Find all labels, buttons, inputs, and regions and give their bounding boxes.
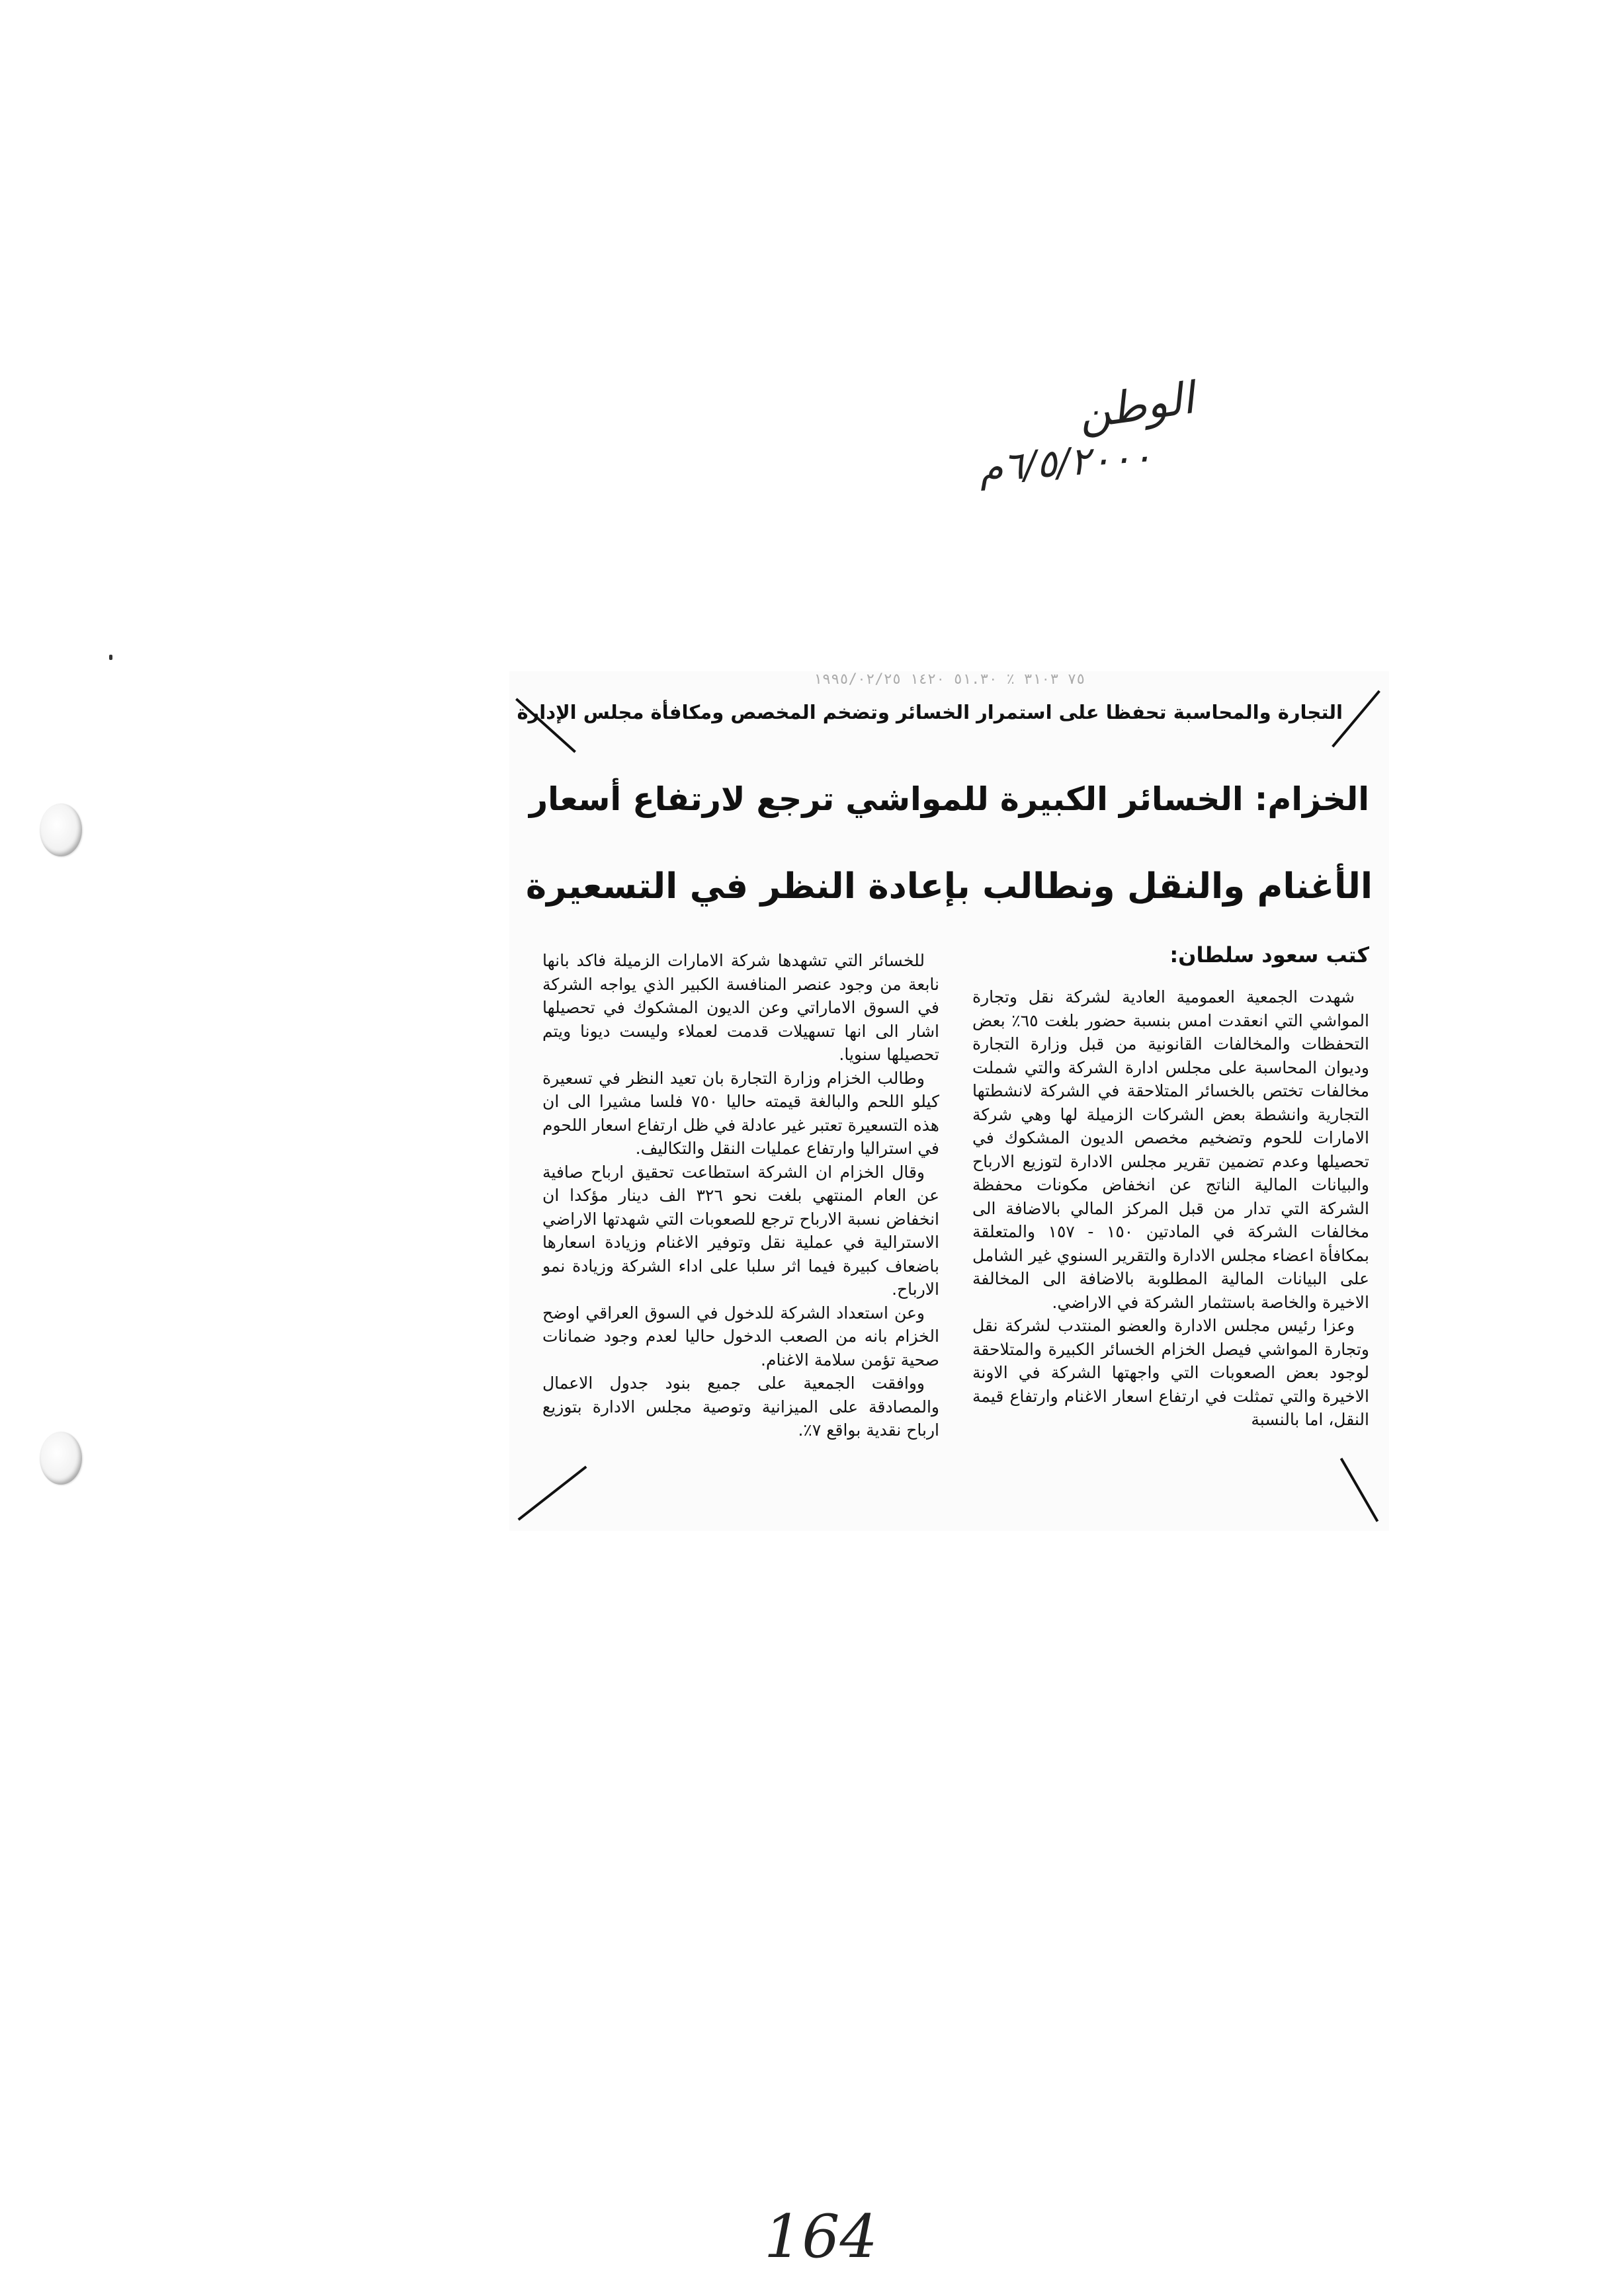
- article-headline-line-2: الأغنام والنقل ونطالب بإعادة النظر في التسعيرة: [525, 866, 1373, 907]
- newspaper-clipping: [509, 671, 1389, 1531]
- paragraph: وعزا رئيس مجلس الادارة والعضو المنتدب لشركة نقل وتجارة المواشي فيصل الخزام الخسائر الكبيرة والمتلاحقة لوجود بعض الصعوبات التي واجهتها الشركة في الاونة الاخيرة والتي تمثلت في ارتفاع اسعار الاغنام وارتفاع قيمة النقل، اما بالنسبة: [972, 1316, 1369, 1429]
- handwritten-page-number: 164: [764, 2202, 878, 2272]
- article-column-left: [542, 949, 939, 1442]
- corner-mark-bottom-left: [518, 1465, 587, 1520]
- paragraph: للخسائر التي تشهدها شركة الامارات الزميلة فاكد بانها نابعة من وجود عنصر المنافسة الكبير الذي يواجه الشركة في السوق الاماراتي وعن الديون المشكوك في تحصيلها اشار الى انها تسهيلات قدمت لعملاء وليست ديونا ويتم تحصيلها سنويا.: [542, 951, 939, 1064]
- corner-mark-bottom-right: [1340, 1457, 1379, 1522]
- handwritten-source: الوطن: [1075, 372, 1197, 439]
- article-headline-line-1: الخزام: الخسائر الكبيرة للمواشي ترجع لارتفاع أسعار: [529, 780, 1370, 818]
- article-kicker: التجارة والمحاسبة تحفظا على استمرار الخسائر وتضخم المخصص ومكافأة مجلس الإدارة: [517, 701, 1343, 723]
- paragraph: وقال الخزام ان الشركة استطاعت تحقيق ارباح صافية عن العام المنتهي بلغت نحو ٣٢٦ الف دينار مؤكدا ان انخفاض نسبة الارباح ترجع للصعوبات التي شهدتها الاراضي الاسترالية في عملية نقل وتوفير الاغنام وزيادة اسعارها باضعاف كبيرة فيما اثر سلبا على اداء الشركة وزيادة نمو الارباح.: [542, 1162, 939, 1299]
- punch-hole-bottom: [40, 1432, 82, 1485]
- article-column-right: [972, 985, 1369, 1432]
- paragraph: شهدت الجمعية العمومية العادية لشركة نقل وتجارة المواشي التي انعقدت امس بنسبة حضور بلغت ٦٥٪ بعض التحفظات والمخالفات القانونية من قبل وزارة التجارة وديوان المحاسبة على مجلس ادارة الشركة والتي شملت مخالفات تختص بالخسائر المتلاحقة في الشركة لانشطتها التجارية وانشطة بعض الشركات الزميلة لها وهي شركة الامارات للحوم وتضخيم مخصص الديون المشكوك في تحصيلها وعدم تضمين تقرير مجلس الادارة لتوزيع الارباح والبيانات المالية الناتج عن انخفاض مكونات محفظة الشركة التي تدار من قبل المركز المالي بالاضافة الى مخالفات الشركة في المادتين ١٥٠ - ١٥٧ والمتعلقة بمكافأة اعضاء مجلس الادارة والتقرير السنوي غير الشامل على البيانات المالية المطلوبة بالاضافة الى المخالفة الاخيرة والخاصة باستثمار الشركة في الاراضي.: [972, 987, 1369, 1312]
- paragraph: ووافقت الجمعية على جميع بنود جدول الاعمال والمصادقة على الميزانية وتوصية مجلس الادارة بتوزيع ارباح نقدية بواقع ٧٪.: [542, 1374, 939, 1440]
- handwritten-date: ٦/٥/٢٠٠٠م: [977, 433, 1154, 491]
- scan-header-strip: ٧٥ ٣١٠٣ ٪ ٥١.٣٠ ١٤٢٠ ١٩٩٥/٠٢/٢٥: [813, 671, 1085, 688]
- paragraph: وعن استعداد الشركة للدخول في السوق العراقي اوضح الخزام بانه من الصعب الدخول حاليا لعدم وجود ضمانات صحية تؤمن سلامة الاغنام.: [542, 1303, 939, 1370]
- speck: [109, 655, 112, 660]
- punch-hole-top: [40, 803, 82, 856]
- paragraph: وطالب الخزام وزارة التجارة بان تعيد النظر في تسعيرة كيلو اللحم والبالغة قيمته حاليا ٧٥٠ فلسا مشيرا الى ان هذه التسعيرة تعتبر غير عادلة في ظل ارتفاع اسعار اللحوم في استراليا وارتفاع عمليات النقل والتكاليف.: [542, 1068, 939, 1158]
- article-byline: كتب سعود سلطان:: [1169, 942, 1369, 967]
